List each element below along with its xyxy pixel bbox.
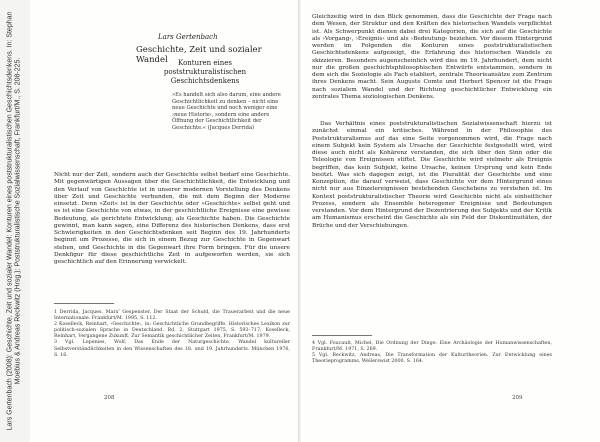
citation-text: Lars Gertenbach (2008): Geschichte, Zeit und sozialer Wandel: Konturen eines poststrukturalistischen Geschichtsdenkens. In: Stephan Moebius & Andreas Reckwitz (Hrsg.): Poststrukturalistische Sozialwissenschaft, Frankfurt/M., S. 208-225.: [6, 11, 22, 431]
left-body-text: [54, 172, 290, 266]
footnote: 2 Koselleck, Reinhart, ›Geschichte‹, in: Geschichtliche Grundbegriffe. Historisches Lexikon zur politisch-sozialen Sprache in Deutschland. Bd. 2, Stuttgart 1975, S. 593–717; Koselleck, Reinhart, Vergangene Zukunft. Zur Semantik geschichtlicher Zeiten, Frankfurt/M. 1979.: [54, 322, 290, 340]
book-gutter: [298, 0, 301, 442]
footnote: 4 Vgl. Foucault, Michel, Die Ordnung der Dinge. Eine Archäologie der Humanwissenschaften, Frankfurt/M. 1971, S. 269.: [312, 341, 552, 353]
page-number-right: 209: [512, 395, 523, 401]
footnote: 1 Derrida, Jacques, Marx' Gespenster. Der Staat der Schuld, die Trauerarbeit und die neue Internationale. Frankfurt/M. 1995, S. 112.: [54, 310, 290, 322]
right-body-text-1: [312, 14, 552, 101]
left-footnotes: [54, 310, 290, 359]
footnote: 5 Vgl. Reckwitz, Andreas, Die Transformation der Kulturtheorien. Zur Entwicklung eines Theorieprogramms, Weilerswist 2000, S. 164.: [312, 353, 552, 365]
right-body-paragraph-2: Das Verhältnis eines poststrukturalistischen Sozialwissenschaft hierzu ist zunächst einmal ein kritisches. Während in der Philosophie des Poststrukturalismus auf das eine Seite vorgenommen wird, die Frage nach einem Subjekt kein System als Ursache der Geschichte festgestellt wird, wird diese auch nicht als Kohärenz verstanden, die sich über den Sinn oder die Teleologie von Ereignissen stiftet. Die Geschichte wird vielmehr als Ereignis begriffen, das kein Subjekt, keine Ursache, keinen Ursprung und kein Ende besitzt. Was sich dagegen zeigt, ist die Pluralität der Geschichte und eine Konzeption, die darauf verweist, dass Geschichte vor dem Hintergrund eines nicht nur aus Einzelereignissen bestehenden Geschehens zu verstehen ist. Im Kontext poststrukturalistischer Theorie wird Geschichte nicht als einheitlicher Prozess, sondern als Ensemble heterogener Ereignisse und Bedeutungen verstanden. Vor dem Hintergrund der Dezentrierung des Subjekts und der Kritik am Humanismus erscheint die Geschichte als ein Feld der Diskontinuitäten, der Brüche und der Verschiebungen.: [312, 121, 552, 229]
page-number-left: 208: [104, 395, 115, 401]
epigraph: »Es handelt sich also darum, eine andere Geschichtlichkeit zu denken – nicht eine neue Geschichte und noch weniger eine ›neue Historie‹, sondern eine andere Öffnung der Geschichtlichkeit der Geschichte.« (Jacques Derrida): [172, 92, 281, 131]
footnote: 3 Vgl. Lepenies, Wolf, Das Ende der Naturgeschichte. Wandel kultureller Selbstverständlichkeiten in den Wissenschaften des 18. und 19. Jahrhunderts. München 1976, S. 16.: [54, 340, 290, 358]
right-body-text-2: [312, 121, 552, 230]
right-body-paragraph-1: Gleichzeitig wird in den Blick genommen, dass die Geschichte der Frage nach dem Wesen, der Struktur und den Kräften des historischen Wandels verpflichtet ist. Als Schwerpunkt dienen dabei drei Kategorien, die sich auf die Geschichte als ›Vorgang‹, ›Ereignis‹ und als ›Bedeutung‹ beziehen. Vor diesem Hintergrund werden im Folgenden die Konturen eines poststrukturalistischen Geschichtsdenkens aufgezeigt, die Erfahrung des historischen Wandels zu skizzieren. Besonders augenscheinlich wird dies im 19. Jahrhundert, dem nicht nur die großen geschichtsphilosophischen Entwürfe entstammen, sondern in dem sich die Soziologie als Fach etabliert, zentrale Theorieansätze zum Zentrum ihres Denkens macht. Sein Auguste Comte und Herbert Spencer ist die Frage nach sozialem Wandel und der Richtung geschichtlicher Entwicklung ein zentrales Thema soziologischen Denkens.: [312, 14, 552, 100]
footnote-rule: [312, 335, 372, 336]
citation-strip: [0, 0, 30, 442]
chapter-subtitle: Konturen eines poststrukturalistischen Geschichtsdenkens: [163, 59, 247, 85]
left-body-paragraph: Nicht nur der Zeit, sondern auch der Geschichte selbst bedarf eine Geschichte. Mit gegenwärtigen Aussagen über die Geschichtlichkeit, die Entwicklung und den Verlauf von Geschichte ist in unserer modernen Vorstellung des Denkens über Zeit und Geschichte verbunden, die mit dem Beginn der Moderne einsetzt. Denn »Zeit« ist in der Geschichte oder »Geschichte« selbst geht und es ist eine Geschichte von etwas, in der geschichtliche Ereignisse eine gewisse Bedeutung, als gerichtete Entwicklung, als Geschichte haben. Die Geschichte gewinnt, man kann sagen, eine Differenz des historischen Denkens, dass erst Schwierigkeiten in den Geschichtsdenken seit Beginn des 19. Jahrhunderts beginnt um Prozesse, die sich in einem Bezug zur Geschichte in Gegenwart stehen, und Geschichte in die Gegenwart ihre Form bringen. Für die unsere Denkfigur für diese geschichtliche Zeit in aufgeworfen werden, sie sich geschichtlich auf den Erinnerung verwickelt.: [54, 172, 290, 265]
footnote-rule: [54, 303, 114, 304]
left-page: [54, 0, 290, 442]
right-page: [312, 0, 552, 442]
right-footnotes: [312, 341, 552, 365]
author-name: Lars Gertenbach: [158, 33, 218, 41]
chapter-title: Geschichte, Zeit und sozialer Wandel: [136, 45, 262, 65]
